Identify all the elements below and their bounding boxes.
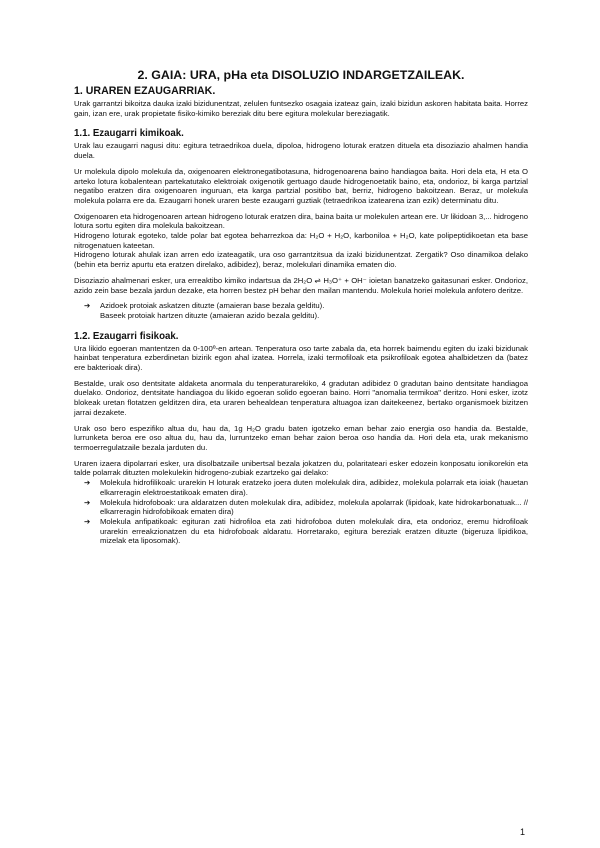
list-item-text: Baseek protoiak hartzen dituzte (amaieran azido bezala gelditu).	[100, 310, 320, 320]
paragraph: Disoziazio ahalmenari esker, ura erreaktibo kimiko indartsua da 2H₂O ⇌ H₃O⁺ + OH⁻ ioietan banatzeko gaitasunari esker. Ondorioz, azido zein base bezala jardun dezake, eta horren bestez pH behar den mailan mantendu. Molekula horiei molekula anfotero deritze.	[74, 275, 528, 295]
section-1-intro: Urak garrantzi bikoitza dauka izaki bizidunentzat, zelulen funtsezko osagaia izateaz gain, izaki bizidun askoren habitata baita. Horrez gain, izan ere, urak propietate fisiko-kimiko bereziak ditu bere egitura molekular bereziagatik.	[74, 99, 528, 118]
paragraph: Bestalde, urak oso dentsitate aldaketa anormala du tenperaturarekiko, 4 gradutan adibidez 0 gradutan baino dentsitate handiagoa duelako. Ondorioz, dentsitate handiagoa du likido egoeran solido egoeran baino. Horri "anomalia termikoa" deritzo. Honi esker, izotz blokeak uretan flotatzen gelditzen dira, eta uraren behealdean tenperatura altuagoa izan daitekeenez, bertako organismoek bizitzen jarrai dezakete.	[74, 378, 528, 417]
paragraph: Uraren izaera dipolarrari esker, ura disolbatzaile unibertsal bezala jokatzen du, polaritateari esker edozein konposatu ionikorekin eta talde polarrak dituzten molekulekin hidrogeno-zubiak ezartzeko gai delako:	[74, 458, 528, 478]
paragraph: Oxigenoaren eta hidrogenoaren artean hidrogeno loturak eratzen dira, baina baita ur molekulen artean ere. Ur likidoan 3,... hidrogeno lotura sortu egiten dira molekula bakoitzean.	[74, 211, 528, 231]
arrow-list	[74, 301, 528, 320]
list-item-text: Molekula hidrofilikoak: urarekin H loturak eratzeko joera duten molekulak dira, adibidez, molekula polarrak eta ioiak (hauetan elkarreragin elektroestatikoak ematen dira).	[100, 478, 528, 497]
document-page	[74, 68, 528, 552]
arrow-icon: ➔	[84, 301, 91, 311]
arrow-icon: ➔	[84, 497, 91, 507]
paragraph: Urak lau ezaugarri nagusi ditu: egitura tetraedrikoa duela, dipoloa, hidrogeno loturak eratzen dituela eta disoziazio ahalmen handia duela.	[74, 141, 528, 161]
page-number: 1	[520, 827, 526, 837]
paragraph: Hidrogeno loturak ahulak izan arren edo izateagatik, ura oso garrantzitsua da izaki bizidunentzat. Zergatik? Oso dinamikoa delako (behin eta berriz apurtu eta eratzen direlako, adibidez), beraz, molekulari dinamika ematen dio.	[74, 250, 528, 270]
arrow-icon: ➔	[84, 516, 91, 526]
list-item	[84, 478, 528, 497]
subsection-heading-1-2: 1.2. Ezaugarri fisikoak.	[74, 330, 179, 342]
list-item	[84, 301, 528, 320]
list-item	[84, 498, 528, 517]
arrow-list	[74, 478, 528, 546]
arrow-icon: ➔	[84, 478, 91, 488]
paragraph: Ura likido egoeran mantentzen da 0-100º-en artean. Tenperatura oso tarte zabala da, eta horrek baimendu egiten du izaki bizidunak hainbat tenperatura ezberdinetan bizirik egon ahal izatea. Horrela, izaki termofiloak eta psikrofiloak egotea ahalbidetzen da (batez ere bakterioak dira).	[74, 343, 528, 373]
list-item-text: Azidoek protoiak askatzen dituzte (amaieran base bezala gelditu).	[100, 301, 325, 311]
paragraph: Hidrogeno loturak egoteko, talde polar bat egotea beharrezkoa da: H₂O + H₂O, karboniloa + H₂O, kate polipeptidikoetan eta base nitrogenatuen kateetan.	[74, 231, 528, 250]
list-item	[84, 517, 528, 546]
paragraph: Urak oso bero espezifiko altua du, hau da, 1g H₂O gradu baten igotzeko eman behar zaio energia oso handia da. Bestalde, lurrunketa beroa ere oso altua du, hau da, lurruntzeko eman behar zaion beroa oso handia da. Hori dela eta, urak mekanismo termoerregulatzaile bezala jarduten du.	[74, 423, 528, 452]
section-heading-1: 1. URAREN EZAUGARRIAK.	[74, 85, 216, 97]
paragraph: Ur molekula dipolo molekula da, oxigenoaren elektronegatibotasuna, hidrogenoarena baino handiagoa baita. Hori dela eta, H eta O arteko lotura kobalentean partekatutako elektroiak oxigenotik gertuago daude hidrogenoetatik baino, eta, ondorioz, bi karga partzial negatibo eratzen dira oxigenoaren inguruan, eta karga partzial positibo bat, berriz, hidrogeno bakoitzean. Beraz, ur molekula molekula polarra ere da. Ezaugarri honek uraren beste ezaugarri guztiak (tetraedrikoa izatearena izan ezik) determinatu ditu.	[74, 166, 528, 205]
subsection-heading-1-1: 1.1. Ezaugarri kimikoak.	[74, 128, 184, 140]
page-title: 2. GAIA: URA, pHa eta DISOLUZIO INDARGETZAILEAK.	[137, 68, 465, 82]
list-item-text: Molekula hidrofoboak: ura aldaratzen duten molekulak dira, adibidez, molekula apolarrak (lipidoak, kate hidrokarbonatuak... // elkarreragin hidrofobikoak ematen dira)	[100, 497, 528, 517]
list-item-text: Molekula anfipatikoak: egituran zati hidrofiloa eta zati hidrofoboa duten molekulak dira, eta ondorioz, eremu hidrofiloak urarekin erreakzionatzen du eta hidrofoboak aldaratu. Horretarako, egitura bereziak eratzen dituzte (bigeruza lipidikoa, mizelak eta liposomak).	[100, 516, 528, 546]
